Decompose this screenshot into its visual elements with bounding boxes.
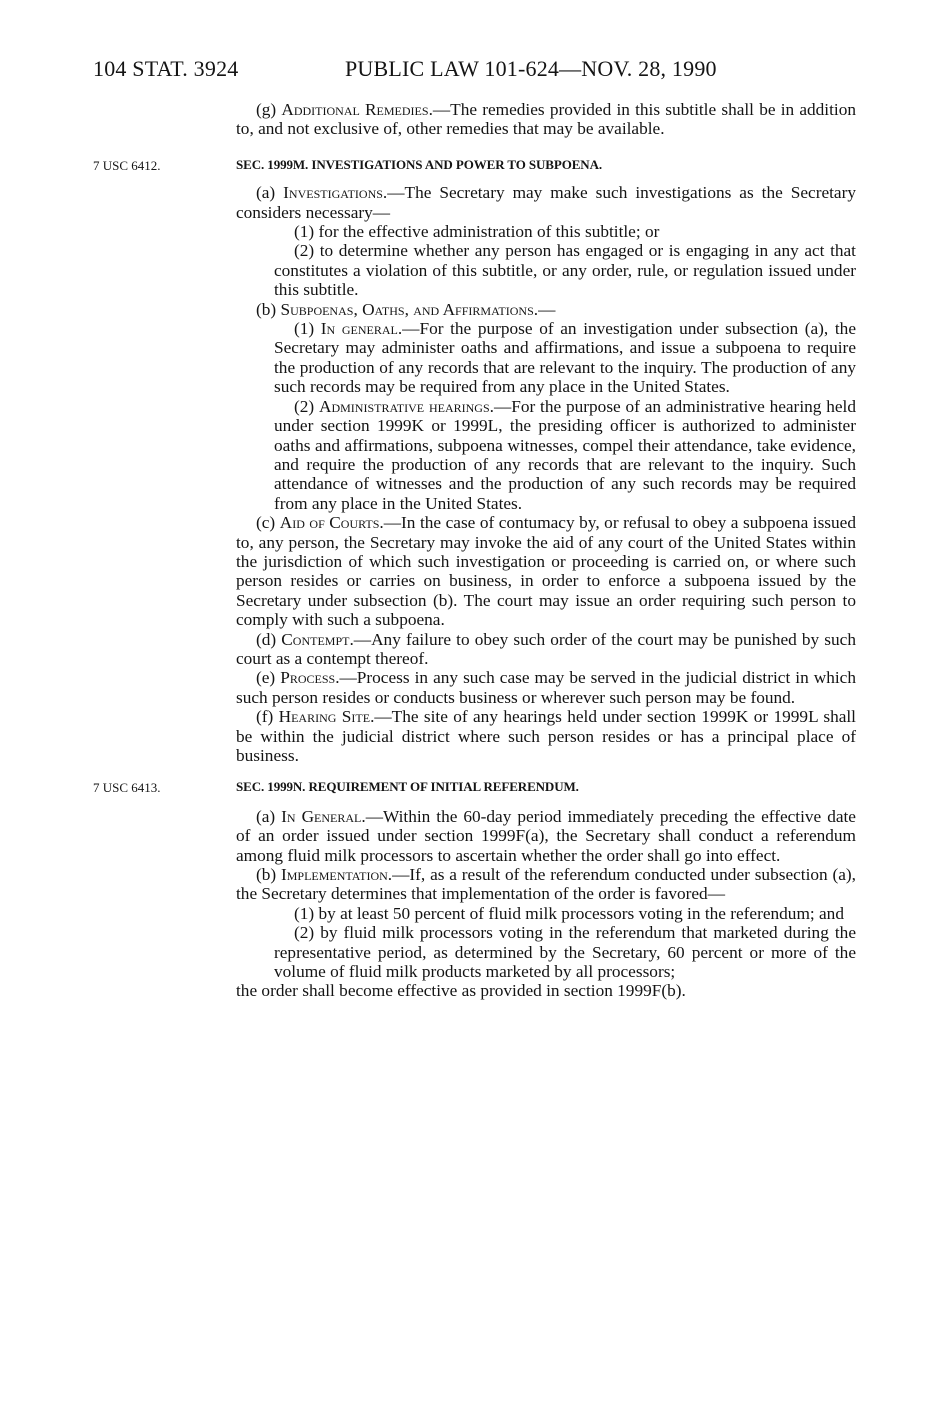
usc-margin-note: 7 USC 6412. xyxy=(93,157,161,173)
subsection-f-hearing-site: (f) Hearing Site.—The site of any hearings held under section 1999K or 1999L shall be within the judicial district where such person resides or has a principal place of business. xyxy=(236,707,856,765)
section-title: SEC. 1999N. REQUIREMENT OF INITIAL REFERENDUM. xyxy=(236,779,579,795)
subsection-d-contempt: (d) Contempt.—Any failure to obey such order of the court may be punished by such court as a contempt thereof. xyxy=(236,629,856,668)
subsection-heading: Implementation xyxy=(281,865,388,885)
page-header xyxy=(93,56,717,82)
paragraph-b2-administrative-hearings: (2) Administrative hearings.—For the purpose of an administrative hearing held under section 1999K or 1999L, the presiding officer is authorized to administer oaths and affirmations, subpoena witnesses, compel their attendance, take evidence, and require the production of any records that are relevant to the inquiry. Such attendance of witnesses and the production of any such records may be required from any place in the United States. xyxy=(274,396,856,513)
subsection-a-investigations: (a) Investigations.—The Secretary may make such investigations as the Secretary considers necessary— xyxy=(236,183,856,222)
closing-clause: the order shall become effective as provided in section 1999F(b). xyxy=(236,981,686,1001)
page-reference: 104 STAT. 3924 xyxy=(93,56,239,81)
subsection-g-additional-remedies: (g) Additional Remedies.—The remedies provided in this subtitle shall be in addition to, and not exclusive of, other remedies that may be available. xyxy=(236,100,856,139)
section-1999n-heading xyxy=(93,777,856,796)
paragraph-b2: (2) by fluid milk processors voting in the referendum that marketed during the representative period, as determined by the Secretary, 60 percent or more of the volume of fluid milk products marketed by all processors; xyxy=(274,923,856,982)
subsection-b-implementation: (b) Implementation.—If, as a result of the referendum conducted under subsection (a), the Secretary determines that implementation of the order is favored— xyxy=(236,865,856,904)
document-body xyxy=(93,100,856,1001)
subsection-c-aid-of-courts: (c) Aid of Courts.—In the case of contumacy by, or refusal to obey a subpoena issued to, any person, the Secretary may invoke the aid of any court of the United States within the jurisdiction of which such investigation or proceeding is carried on, or where such person resides or carries on business, in order to enforce a subpoena issued by the Secretary under subsection (b). The court may issue an order requiring such person to comply with such a subpoena. xyxy=(236,513,856,630)
subsection-heading: In General xyxy=(281,806,362,826)
subsection-a-in-general: (a) In General.—Within the 60-day period immediately preceding the effective date of an order issued under section 1999F(a), the Secretary shall conduct a referendum among fluid milk processors to ascertain whether the order shall go into effect. xyxy=(236,806,856,865)
subsection-heading: Hearing Site xyxy=(278,707,371,727)
paragraph-heading: Administrative hearings xyxy=(318,396,490,416)
paragraph-b1: (1) by at least 50 percent of fluid milk processors voting in the referendum; and xyxy=(294,903,844,923)
subsection-heading: Subpoenas, Oaths, and Affirmations xyxy=(280,299,534,319)
paragraph-a2: (2) to determine whether any person has engaged or is engaging in any act that constitutes a violation of this subtitle, or any order, rule, or regulation issued under this subtitle. xyxy=(274,241,856,300)
subsection-heading: Contempt xyxy=(281,629,350,649)
subsection-e-process: (e) Process.—Process in any such case may be served in the judicial district in which such person resides or conducts business or wherever such person may be found. xyxy=(236,668,856,707)
paragraph-a1: (1) for the effective administration of this subtitle; or xyxy=(294,222,660,242)
subsection-heading: Process xyxy=(280,668,336,688)
law-title: PUBLIC LAW 101-624—NOV. 28, 1990 xyxy=(345,56,717,81)
usc-margin-note: 7 USC 6413. xyxy=(93,780,161,796)
subsection-heading: Aid of Courts xyxy=(279,513,380,533)
subsection-heading: Additional Remedies xyxy=(281,100,429,119)
subsection-heading: Investigations xyxy=(283,183,383,203)
paragraph-b1-in-general: (1) In general.—For the purpose of an investigation under subsection (a), the Secretary may administer oaths and affirmations, and issue a subpoena to require the production of any records that are relevant to the inquiry. The production of any such records may be required from any place in the United States. xyxy=(274,319,856,397)
section-1999m-heading xyxy=(93,155,856,174)
section-title: SEC. 1999M. INVESTIGATIONS AND POWER TO SUBPOENA. xyxy=(236,156,603,172)
paragraph-heading: In general xyxy=(320,319,398,339)
subsection-b-subpoenas: (b) Subpoenas, Oaths, and Affirmations.— xyxy=(256,299,556,319)
